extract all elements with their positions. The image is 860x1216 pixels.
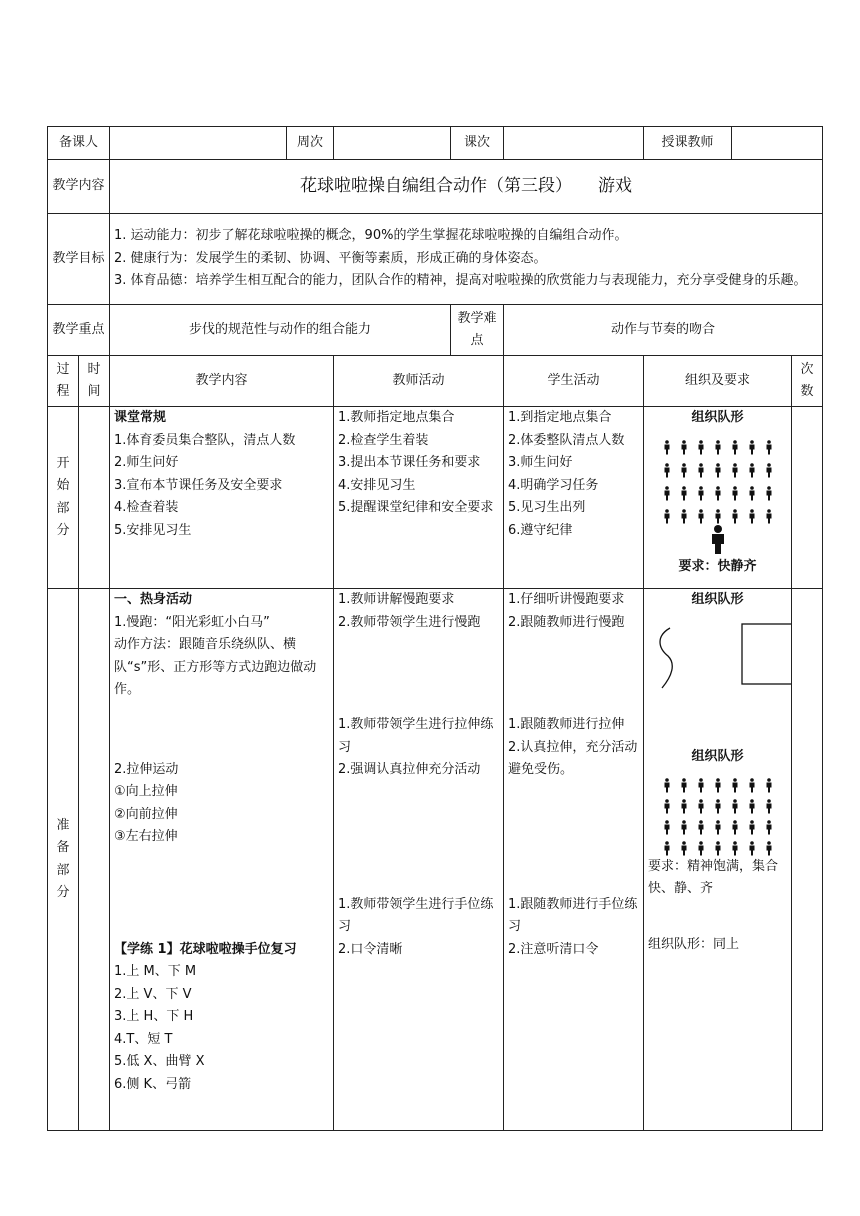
student-figure-icon: [766, 440, 771, 454]
key-row: [48, 305, 823, 356]
content-row: [48, 160, 823, 214]
student-figure-icon: [698, 440, 703, 454]
student-figure-icon: [766, 509, 771, 523]
student-figure-icon: [732, 841, 737, 855]
student-figure-icon: [681, 778, 686, 792]
lesson-title: [110, 160, 823, 214]
start-student: [504, 407, 644, 589]
student-figure-icon: [732, 799, 737, 813]
student-figure-icon: [715, 820, 720, 834]
week-label: 周次: [287, 127, 334, 160]
goal-item: 3. 体育品德：培养学生相互配合的能力，团队合作的精神，提高对啦啦操的欣赏能力与表现能力，充分享受健身的乐趣。: [114, 273, 807, 289]
student-figure-icon: [698, 463, 703, 477]
prep-count: [792, 589, 823, 1131]
formation-diagram: [658, 774, 778, 856]
list-item: 5.低 X、曲臂 X: [114, 1054, 205, 1069]
lesson-plan-table: [47, 126, 823, 1131]
list-item: 2.认真拉伸，充分活动避免受伤。: [508, 739, 638, 777]
list-item: ①向上拉伸: [114, 784, 178, 799]
student-figure-icon: [664, 463, 669, 477]
student-figure-icon: [698, 486, 703, 500]
list-item: 1.慢跑：“阳光彩虹小白马”: [114, 614, 270, 630]
student-figure-icon: [664, 841, 669, 855]
list-item: 3.宣布本节课任务及安全要求: [114, 477, 283, 493]
list-item: ②向前拉伸: [114, 806, 178, 822]
column-header-row: [48, 356, 823, 407]
key-label: 教学重点: [48, 305, 110, 356]
col-org: 组织及要求: [644, 356, 792, 407]
prep-time: [79, 589, 110, 1131]
start-section-row: [48, 407, 823, 589]
list-item: 3.上 H、下 H: [114, 1009, 194, 1024]
student-figure-icon: [766, 486, 771, 500]
list-item: 1.上 M、下 M: [114, 964, 197, 979]
student-figure-icon: [698, 778, 703, 792]
student-figure-icon: [681, 509, 686, 523]
content-label: 教学内容: [48, 160, 110, 214]
org-title: 组织队形: [691, 748, 744, 764]
start-org: [644, 407, 792, 589]
list-item: ③左右拉伸: [114, 829, 178, 844]
goals-list: [110, 214, 823, 305]
list-item: 4.安排见习生: [338, 477, 416, 493]
list-item: 1.体育委员集合整队，清点人数: [114, 432, 296, 448]
list-item: 2.注意听清口令: [508, 941, 599, 957]
goals-label: 教学目标: [48, 214, 110, 305]
difficulty-label: 教学难点: [451, 305, 504, 356]
formation-diagram: [658, 436, 778, 556]
square-route: [742, 624, 792, 684]
student-figure-icon: [766, 799, 771, 813]
student-figure-icon: [681, 841, 686, 855]
start-content: [110, 407, 334, 589]
list-item: 5.提醒课堂纪律和安全要求: [338, 500, 494, 515]
start-count: [792, 407, 823, 589]
lesson-title-main: 花球啦啦操自编组合动作（第三段）: [300, 176, 573, 197]
student-figure-icon: [749, 440, 754, 454]
list-item: 3.提出本节课任务和要求: [338, 455, 481, 470]
list-item: 1.教师带领学生进行手位练习: [338, 896, 494, 934]
header-row: [48, 127, 823, 160]
student-figure-icon: [681, 440, 686, 454]
start-content-title: 课堂常规: [114, 410, 167, 425]
list-item: 1.到指定地点集合: [508, 410, 612, 425]
list-item: 4.明确学习任务: [508, 477, 599, 493]
student-figure-icon: [664, 778, 669, 792]
student-figure-icon: [715, 841, 720, 855]
list-item: 1.教师讲解慢跑要求: [338, 592, 455, 607]
student-figure-icon: [715, 509, 720, 523]
preparer-label: 备课人: [48, 127, 110, 160]
student-figure-icon: [664, 440, 669, 454]
student-figure-icon: [749, 509, 754, 523]
student-figure-icon: [749, 463, 754, 477]
student-figure-icon: [715, 463, 720, 477]
warmup-title: 一、热身活动: [114, 592, 193, 607]
student-figure-icon: [681, 799, 686, 813]
student-figure-icon: [664, 820, 669, 834]
teacher-label: 授课教师: [644, 127, 732, 160]
student-figure-icon: [715, 486, 720, 500]
list-item: 5.见习生出列: [508, 500, 586, 515]
lesson-title-extra: 游戏: [598, 176, 633, 197]
col-teacher: 教师活动: [334, 356, 504, 407]
org-title: 组织队形: [691, 410, 744, 425]
list-item: 2.检查学生着装: [338, 432, 429, 448]
list-item: 2.上 V、下 V: [114, 986, 192, 1002]
student-figure-icon: [664, 509, 669, 523]
list-item: 2.跟随教师进行慢跑: [508, 614, 625, 630]
list-item: 5.安排见习生: [114, 522, 192, 538]
list-item: 1.教师指定地点集合: [338, 410, 455, 425]
student-figure-icon: [749, 778, 754, 792]
col-time: 时间: [79, 356, 110, 407]
col-student: 学生活动: [504, 356, 644, 407]
lesson-label: 课次: [451, 127, 504, 160]
list-item: 2.体委整队清点人数: [508, 432, 625, 448]
student-figure-icon: [749, 841, 754, 855]
student-figure-icon: [732, 463, 737, 477]
student-formation: [664, 440, 771, 523]
list-item: 1.教师带领学生进行拉伸练习: [338, 717, 494, 755]
student-figure-icon: [681, 486, 686, 500]
student-figure-icon: [681, 463, 686, 477]
list-item: 动作方法：跟随音乐绕纵队、横队“s”形、正方形等方式边跑边做动作。: [114, 637, 317, 697]
list-item: 2.教师带领学生进行慢跑: [338, 614, 481, 630]
col-content: 教学内容: [110, 356, 334, 407]
lesson-value: [504, 127, 644, 160]
goal-item: 1. 运动能力：初步了解花球啦啦操的概念，90%的学生掌握花球啦啦操的自编组合动作。: [114, 228, 628, 244]
week-value: [334, 127, 451, 160]
prep-section-row: [48, 589, 823, 1131]
list-item: 2.拉伸运动: [114, 761, 179, 777]
org-same: 组织队形：同上: [648, 937, 740, 952]
prep-content: [110, 589, 334, 1131]
student-figure-icon: [766, 778, 771, 792]
student-figure-icon: [749, 799, 754, 813]
student-figure-icon: [698, 509, 703, 523]
student-figure-icon: [732, 509, 737, 523]
student-formation: [664, 778, 771, 855]
student-figure-icon: [664, 486, 669, 500]
start-teacher: [334, 407, 504, 589]
s-route-line: [660, 628, 672, 688]
list-item: 2.强调认真拉伸充分活动: [338, 762, 481, 777]
goals-row: [48, 214, 823, 305]
student-figure-icon: [715, 799, 720, 813]
list-item: 3.师生问好: [508, 455, 573, 470]
running-route-diagram: [648, 616, 792, 696]
key-value: 步伐的规范性与动作的组合能力: [110, 305, 451, 356]
list-item: 6.遵守纪律: [508, 522, 573, 538]
org-requirement: 要求：精神饱满，集合快、静、齐: [648, 859, 779, 896]
list-item: 2.口令清晰: [338, 941, 403, 957]
goal-item: 2. 健康行为：发展学生的柔韧、协调、平衡等素质，形成正确的身体姿态。: [114, 250, 547, 266]
student-figure-icon: [698, 820, 703, 834]
student-figure-icon: [664, 799, 669, 813]
difficulty-value: 动作与节奏的吻合: [504, 305, 823, 356]
list-item: 2.师生问好: [114, 455, 179, 470]
start-time: [79, 407, 110, 589]
student-figure-icon: [698, 841, 703, 855]
prep-teacher: [334, 589, 504, 1131]
prep-org: [644, 589, 792, 1131]
prep-phase: 准备部分: [48, 589, 79, 1131]
student-figure-icon: [681, 820, 686, 834]
student-figure-icon: [732, 820, 737, 834]
list-item: 1.跟随教师进行拉伸: [508, 717, 625, 732]
col-count: 次数: [792, 356, 823, 407]
col-process: 过程: [48, 356, 79, 407]
teacher-figure-icon: [712, 525, 724, 554]
start-phase: 开始部分: [48, 407, 79, 589]
prep-student: [504, 589, 644, 1131]
student-figure-icon: [766, 463, 771, 477]
student-figure-icon: [715, 440, 720, 454]
student-figure-icon: [749, 820, 754, 834]
org-title: 组织队形: [691, 592, 744, 607]
student-figure-icon: [698, 799, 703, 813]
student-figure-icon: [715, 778, 720, 792]
student-figure-icon: [749, 486, 754, 500]
org-requirement: 要求：快静齐: [678, 558, 757, 574]
student-figure-icon: [732, 440, 737, 454]
list-item: 6.侧 K、弓箭: [114, 1076, 192, 1092]
teacher-value: [732, 127, 823, 160]
preparer-value: [110, 127, 287, 160]
student-figure-icon: [766, 841, 771, 855]
list-item: 4.检查着装: [114, 500, 179, 515]
practice-title: 【学练 1】花球啦啦操手位复习: [114, 941, 297, 957]
list-item: 1.跟随教师进行手位练习: [508, 896, 638, 934]
list-item: 4.T、短 T: [114, 1031, 173, 1047]
student-figure-icon: [732, 486, 737, 500]
student-figure-icon: [732, 778, 737, 792]
list-item: 1.仔细听讲慢跑要求: [508, 592, 625, 607]
student-figure-icon: [766, 820, 771, 834]
